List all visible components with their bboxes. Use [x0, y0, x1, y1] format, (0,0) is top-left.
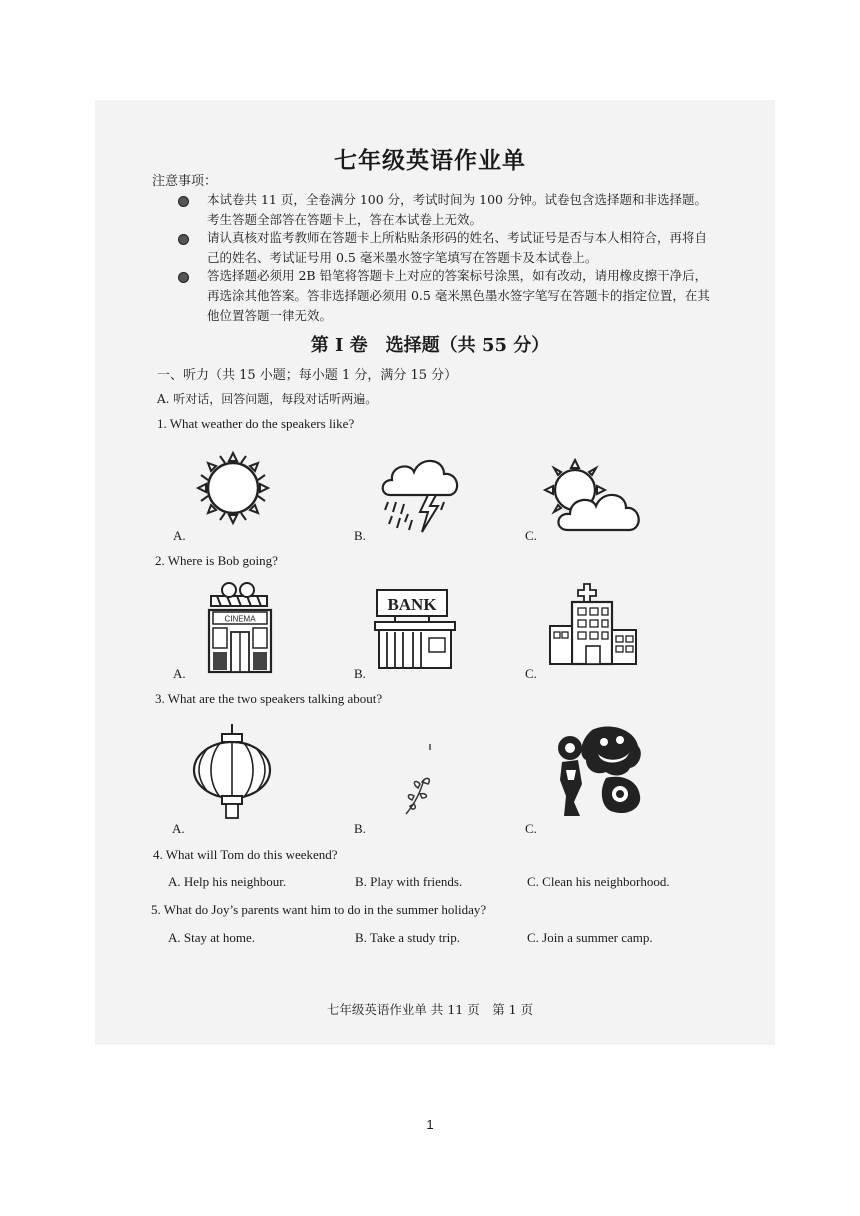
option-label: C. — [525, 666, 537, 681]
option-c: C. Clean his neighborhood. — [527, 874, 670, 889]
lantern-icon — [192, 722, 272, 820]
notice-item: 本试卷共 11 页，全卷满分 100 分，考试时间为 100 分钟。试卷包含选择题和非选择题。考生答题全部答在答题卡上，答在本试卷上无效。 — [207, 192, 707, 227]
option-label: C. — [525, 821, 537, 836]
page-number: 1 — [426, 1117, 434, 1132]
option-label: A. — [172, 821, 185, 836]
bullet-icon — [178, 272, 189, 283]
option-b: B. Play with friends. — [355, 874, 463, 889]
bullet-icon — [178, 196, 189, 207]
part-heading: 一、听力（共 15 小题；每小题 1 分，满分 15 分） — [157, 368, 458, 383]
option-a: A. Help his neighbour. — [168, 874, 287, 889]
hospital-icon — [546, 580, 640, 666]
cinema-icon — [205, 582, 275, 674]
part-instruction: A. 听对话，回答问题，每段对话听两遍。 — [157, 392, 378, 406]
sun-icon — [193, 448, 273, 538]
option-label: B. — [354, 666, 366, 681]
option-label: B. — [354, 821, 366, 836]
option-label: B. — [354, 528, 366, 543]
sun-behind-cloud-icon — [540, 454, 650, 539]
option-label: A. — [173, 528, 186, 543]
bank-icon — [373, 588, 459, 670]
option-label: C. — [525, 528, 537, 543]
question-3: 3. What are the two speakers talking about? — [155, 691, 383, 706]
cinema-sign: CINEMA — [224, 614, 256, 624]
question-1: 1. What weather do the speakers like? — [157, 416, 355, 431]
bank-sign: BANK — [387, 595, 437, 614]
option-b: B. Take a study trip. — [355, 930, 461, 945]
lion-dance-papercut-icon — [552, 722, 648, 818]
option-c: C. Join a summer camp. — [527, 930, 653, 945]
notice-item: 请认真核对监考教师在答题卡上所粘贴条形码的姓名、考试证号是否与本人相符合，再将自己的姓名、考试证号用 0.5 毫米墨水签字笔填写在答题卡及本试卷上。 — [207, 230, 708, 265]
notice-heading: 注意事项： — [152, 174, 218, 189]
question-5: 5. What do Joy’s parents want him to do in the summer holiday? — [151, 902, 487, 917]
page-title: 七年级英语作业单 — [334, 147, 526, 174]
option-a: A. Stay at home. — [168, 930, 256, 945]
storm-cloud-icon — [378, 450, 468, 540]
plant-sprig-icon — [398, 742, 442, 822]
question-4: 4. What will Tom do this weekend? — [153, 847, 338, 862]
section-title: 第 I 卷 选择题（共 55 分） — [310, 335, 550, 356]
notice-item: 答选择题必须用 2B 铅笔将答题卡上对应的答案标号涂黑，如有改动，请用橡皮擦干净后，再选涂其他答案。答非选择题必须用 0.5 毫米黑色墨水签字笔写在答题卡的指定位置，在其他位置答题一律无效。 — [207, 268, 710, 323]
page-footer: 七年级英语作业单 共 11 页 第 1 页 — [326, 1002, 534, 1017]
question-2: 2. Where is Bob going? — [155, 553, 278, 568]
bullet-icon — [178, 234, 189, 245]
option-label: A. — [173, 666, 186, 681]
